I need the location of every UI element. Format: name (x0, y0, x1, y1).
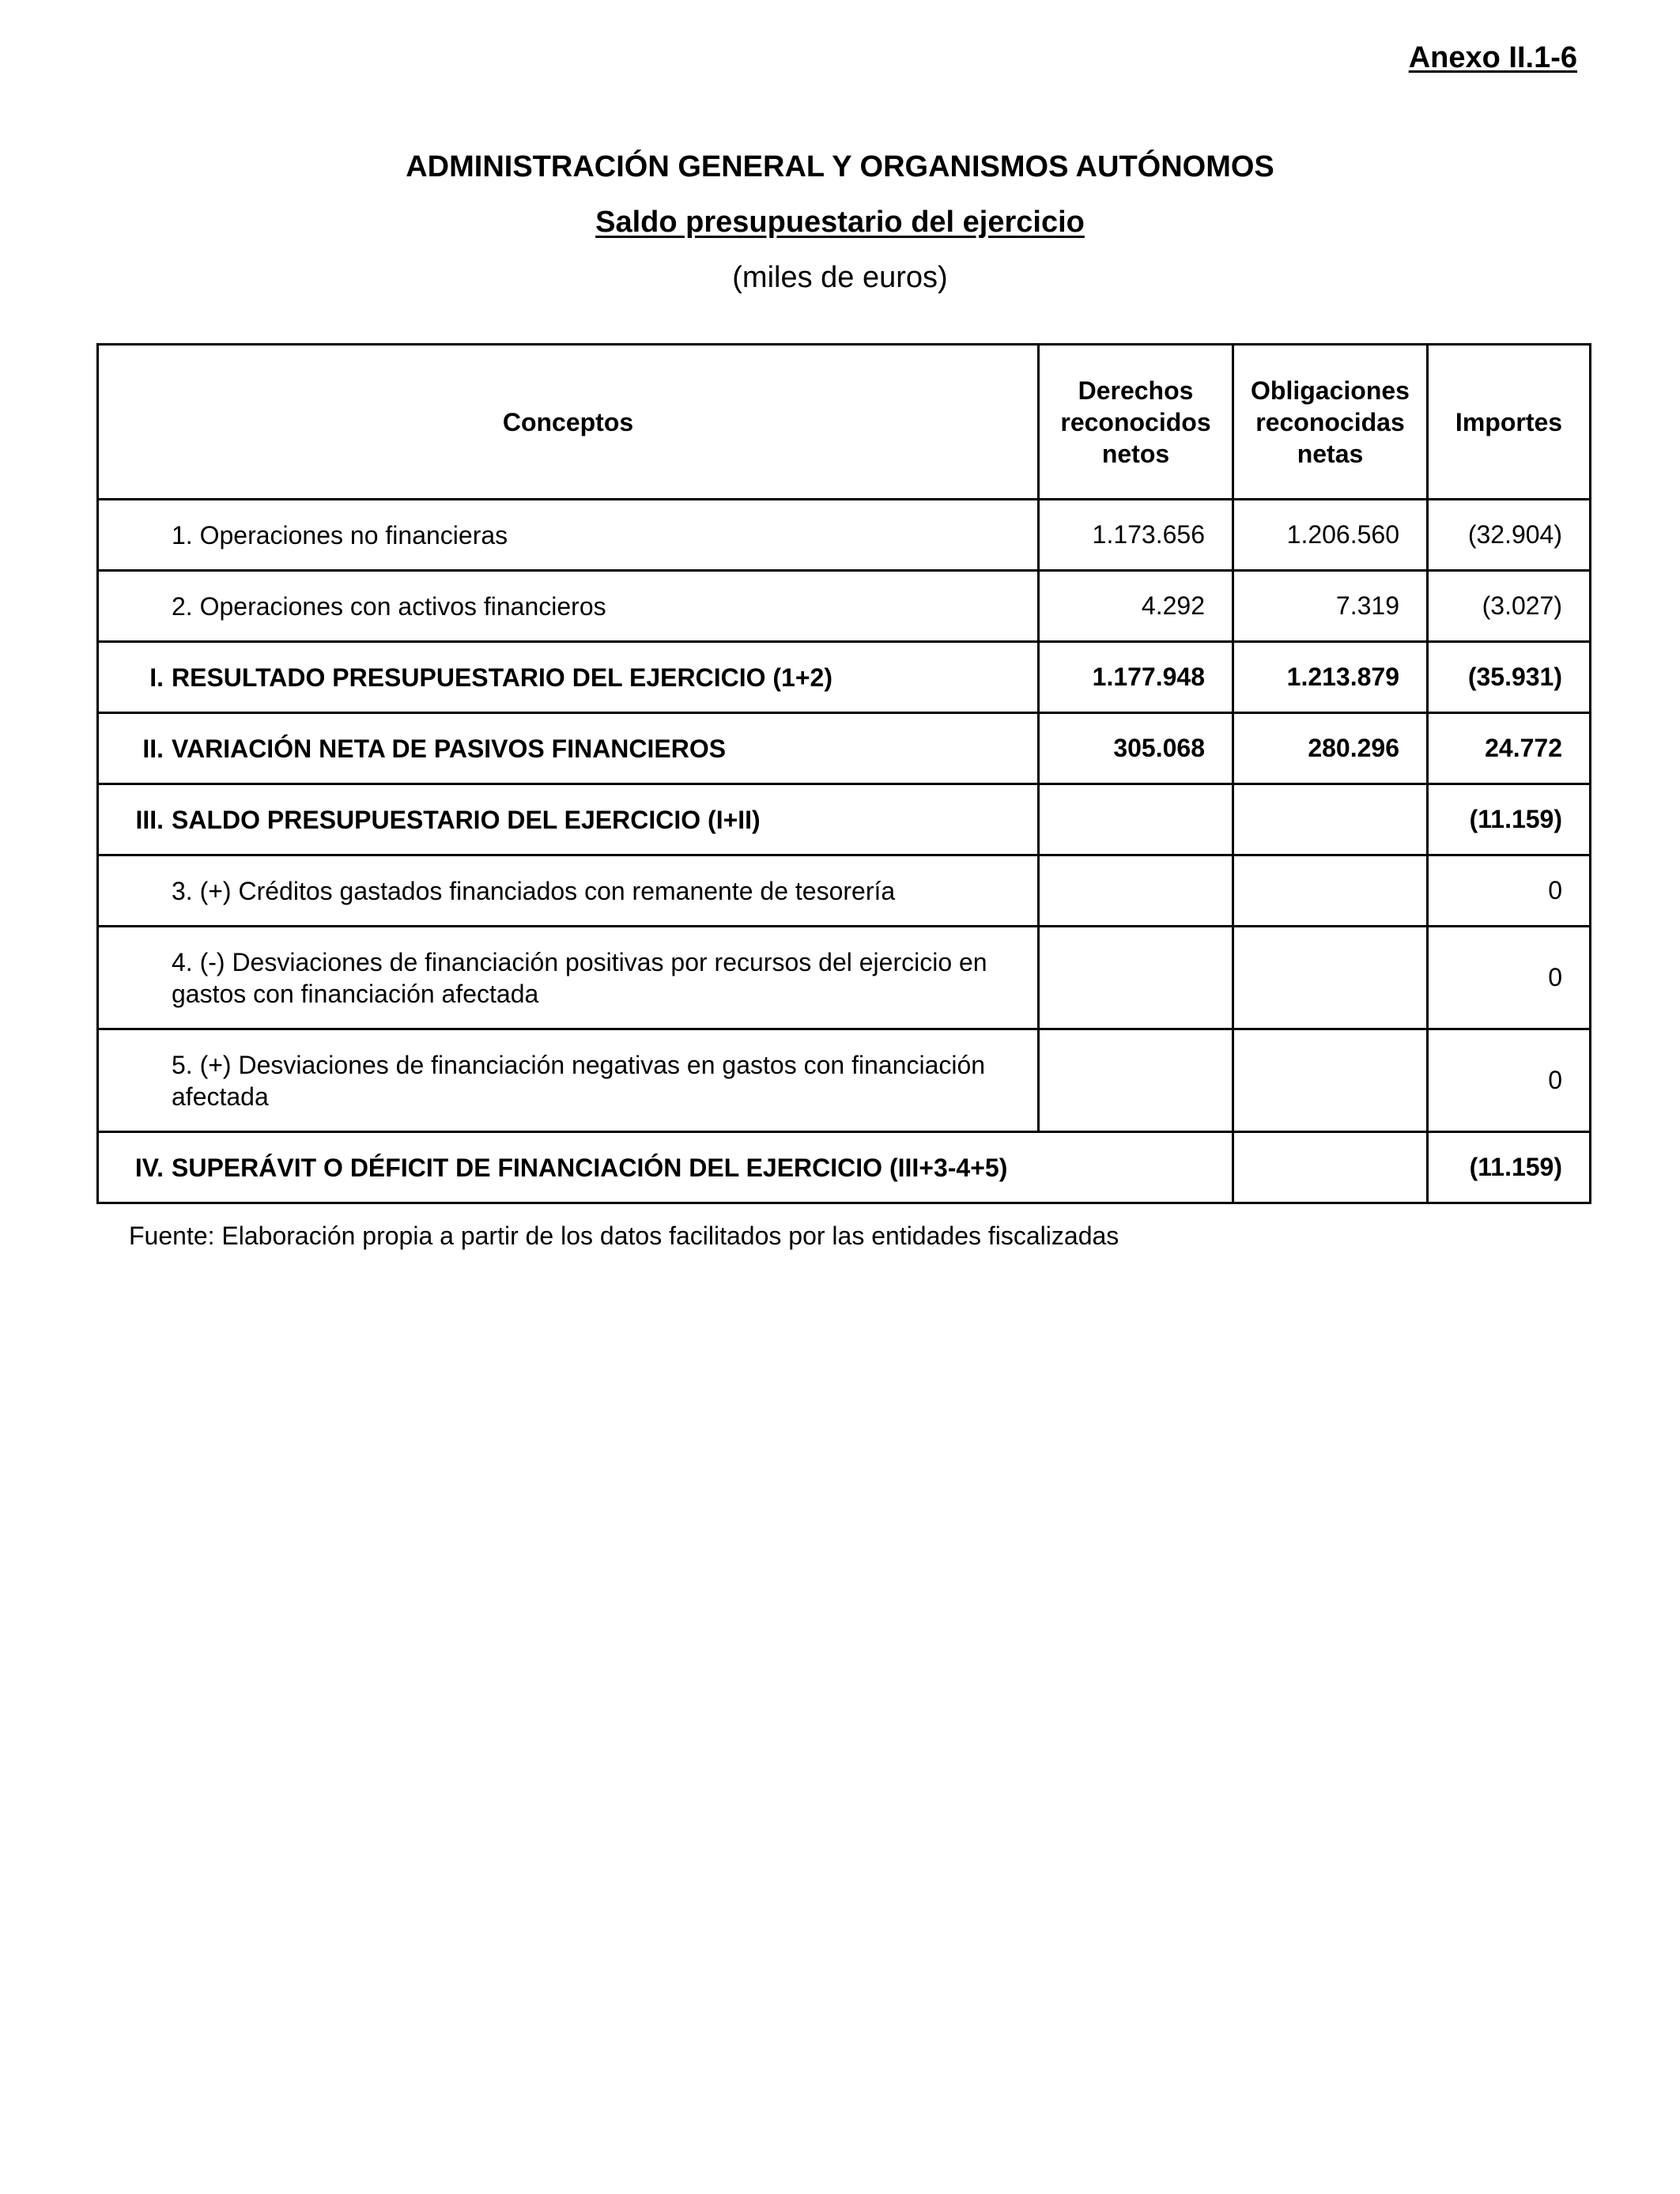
obligations-cell (1233, 1132, 1428, 1203)
obligations-cell: 1.206.560 (1233, 500, 1428, 571)
amount-cell: 0 (1428, 1029, 1591, 1132)
rights-cell: 1.173.656 (1039, 500, 1233, 571)
obligations-cell (1233, 1029, 1428, 1132)
column-header-amounts: Importes (1428, 345, 1591, 500)
row-label: 2. Operaciones con activos financieros (172, 591, 606, 621)
rights-cell: 4.292 (1039, 571, 1233, 642)
rights-cell (1039, 784, 1233, 855)
amount-cell: (11.159) (1428, 1132, 1591, 1203)
concept-cell (98, 1029, 1039, 1132)
source-note: Fuente: Elaboración propia a partir de los datos facilitados por las entidades fiscalizadas (129, 1222, 1119, 1250)
table-row (98, 642, 1591, 713)
annex-label: Anexo II.1-6 (1408, 41, 1577, 74)
amount-cell: 24.772 (1428, 713, 1591, 784)
concept-cell (98, 500, 1039, 571)
budget-balance-table (96, 343, 1591, 1204)
table-header-row (98, 345, 1591, 500)
table-row (98, 1132, 1591, 1203)
rights-cell: 305.068 (1039, 713, 1233, 784)
units-note: (miles de euros) (732, 261, 948, 294)
table-row (98, 927, 1591, 1029)
amount-cell: (32.904) (1428, 500, 1591, 571)
concept-cell (98, 642, 1039, 713)
row-label: 3. (+) Créditos gastados financiados con remanente de tesorería (172, 876, 896, 905)
row-numeral: III. (135, 805, 164, 834)
concept-cell (98, 855, 1039, 927)
row-label: 4. (-) Desviaciones de financiación positivas por recursos del ejercicio en gastos con financiación afectada (172, 947, 987, 1008)
rights-cell: 1.177.948 (1039, 642, 1233, 713)
concept-cell (98, 927, 1039, 1029)
rights-cell (1039, 1029, 1233, 1132)
obligations-cell (1233, 784, 1428, 855)
concept-cell (98, 784, 1039, 855)
rights-cell (1039, 927, 1233, 1029)
amount-cell: (11.159) (1428, 784, 1591, 855)
column-header-obligations: Obligaciones reconocidas netas (1233, 345, 1428, 500)
organization-title: ADMINISTRACIÓN GENERAL Y ORGANISMOS AUTÓNOMOS (406, 150, 1274, 183)
page-title: Saldo presupuestario del ejercicio (595, 206, 1085, 239)
row-numeral: I. (149, 663, 164, 692)
row-numeral: IV. (134, 1153, 164, 1182)
concept-cell (98, 1132, 1233, 1203)
table-row (98, 500, 1591, 571)
row-label: 1. Operaciones no financieras (172, 520, 508, 549)
obligations-cell (1233, 927, 1428, 1029)
amount-cell: 0 (1428, 927, 1591, 1029)
column-header-concepts: Conceptos (98, 345, 1039, 500)
table-row (98, 855, 1591, 927)
concept-cell (98, 713, 1039, 784)
table-row (98, 713, 1591, 784)
row-label: RESULTADO PRESUPUESTARIO DEL EJERCICIO (1+2) (172, 663, 832, 692)
obligations-cell: 280.296 (1233, 713, 1428, 784)
row-label: SUPERÁVIT O DÉFICIT DE FINANCIACIÓN DEL EJERCICIO (III+3-4+5) (172, 1153, 1008, 1182)
obligations-cell (1233, 855, 1428, 927)
row-label: VARIACIÓN NETA DE PASIVOS FINANCIEROS (172, 734, 727, 763)
concept-cell (98, 571, 1039, 642)
row-numeral: II. (142, 734, 164, 763)
amount-cell: (3.027) (1428, 571, 1591, 642)
column-header-rights: Derechos reconocidos netos (1039, 345, 1233, 500)
amount-cell: 0 (1428, 855, 1591, 927)
obligations-cell: 7.319 (1233, 571, 1428, 642)
obligations-cell: 1.213.879 (1233, 642, 1428, 713)
row-label: SALDO PRESUPUESTARIO DEL EJERCICIO (I+II) (172, 805, 761, 834)
rights-cell (1039, 855, 1233, 927)
row-label: 5. (+) Desviaciones de financiación negativas en gastos con financiación afectada (172, 1050, 986, 1111)
table-row (98, 1029, 1591, 1132)
table-row (98, 571, 1591, 642)
amount-cell: (35.931) (1428, 642, 1591, 713)
table-row (98, 784, 1591, 855)
